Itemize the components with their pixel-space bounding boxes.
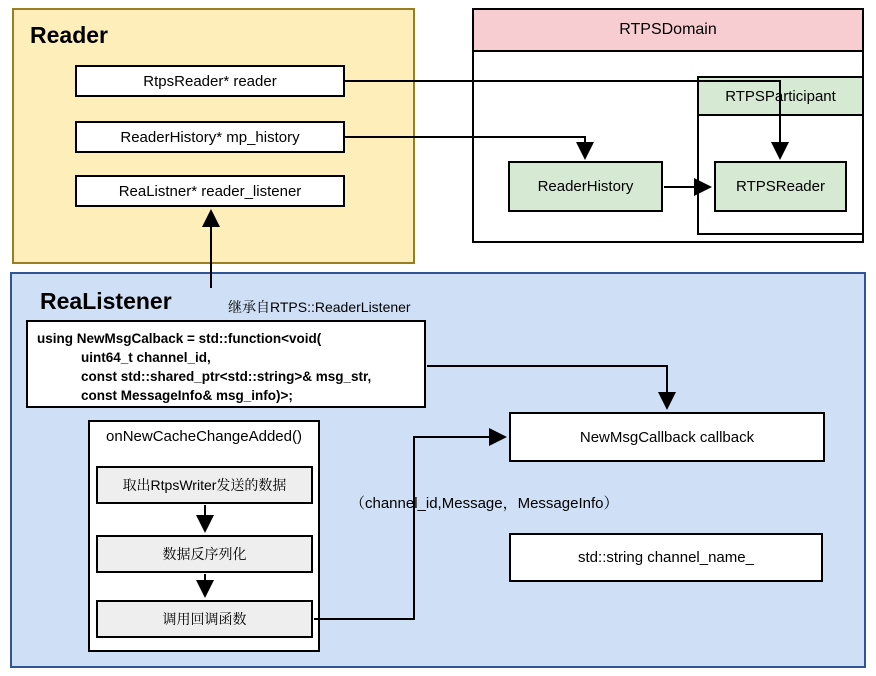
newmsgcallback-node: NewMsgCallback callback: [509, 412, 825, 462]
reader-field-rtpsreader: RtpsReader* reader: [75, 65, 345, 97]
reader-group-title: Reader: [30, 22, 108, 48]
step-invoke-callback: 调用回调函数: [96, 600, 313, 638]
rtpsdomain-title: RTPSDomain: [472, 8, 864, 52]
step-extract-data: 取出RtpsWriter发送的数据: [96, 466, 313, 504]
using-line-3: const std::shared_ptr<std::string>& msg_str,: [81, 369, 372, 384]
rtpsparticipant-title: RTPSParticipant: [697, 76, 864, 116]
step-deserialize: 数据反序列化: [96, 535, 313, 573]
using-line-1: using NewMsgCalback = std::function<void(: [37, 331, 322, 346]
reader-field-mp-history: ReaderHistory* mp_history: [75, 121, 345, 153]
using-line-2: uint64_t channel_id,: [81, 350, 211, 365]
callback-args-label: （channel_id,Message，MessageInfo）: [350, 495, 619, 512]
realistener-group-title: ReaListener: [40, 288, 172, 314]
readerhistory-node: ReaderHistory: [508, 161, 663, 212]
using-line-4: const MessageInfo& msg_info)>;: [81, 388, 293, 403]
on-new-cache-change-added-title: onNewCacheChangeAdded(): [106, 428, 302, 445]
inherit-note: 继承自RTPS::ReaderListener: [228, 299, 411, 315]
rtpsreader-node: RTPSReader: [714, 161, 847, 212]
using-newmsgcallback-block: [26, 320, 426, 408]
channel-name-node: std::string channel_name_: [509, 533, 823, 582]
reader-field-reader-listener: ReaListner* reader_listener: [75, 175, 345, 207]
